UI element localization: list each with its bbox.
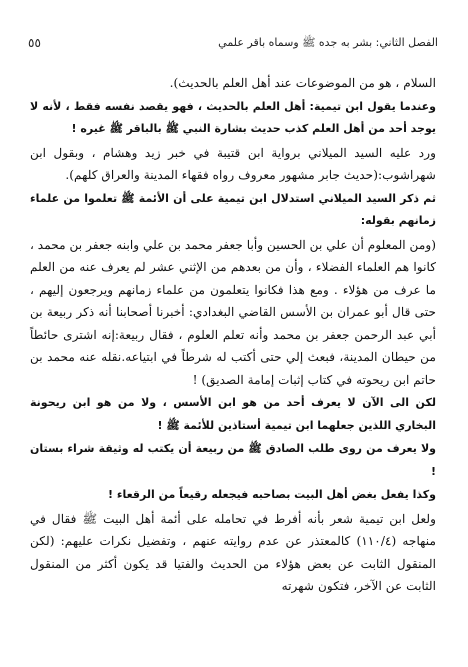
paragraph-1: السلام ، هو من الموضوعات عند أهل العلم بالحديث). xyxy=(169,76,436,90)
paragraph-9: ولعل ابن تيمية شعر بأنه أفرط في تحامله على أئمة أهل البيت ﷺ فقال في منهاجه (١١٠/٤) كالمعتذر عن عدم روايته عنهم ، وتفضيل نكرات عليهم: (لكن المنقول الثابت عن بعض هؤلاء من الحديث والفتيا قد يكون أكثر من المنقول الثابت عن الآخر، فتكون شهرته xyxy=(30,511,437,593)
paragraph-6: لكن الى الآن لا يعرف أحد من هو ابن الأسس ، ولا من هو ابن ريحونة البخاري اللذين جعلهما ابن تيمية أستاذين للأئمة ﷺ ! xyxy=(30,396,436,432)
page-body xyxy=(30,72,436,661)
running-header-title: الفصل الثاني: بشر به جده ﷺ وسماه باقر علمي xyxy=(218,36,438,49)
paragraph-4: ثم ذكر السيد الميلاني استدلال ابن تيمية على أن الأئمة ﷺ تعلموا من علماء زمانهم بقوله: xyxy=(30,191,436,227)
paragraph-7: ولا يعرف من روى طلب الصادق ﷺ من ربيعة أن يكتب له وثيقة شراء بستان ! xyxy=(30,442,436,478)
paragraph-5-quote: (ومن المعلوم أن علي بن الحسين وأبا جعفر محمد بن علي وابنه جعفر بن محمد ، كانوا هم العلماء الفضلاء ، وأن من بعدهم من الإثني عشر لم يعرف عنه من العلم ما عرف من هؤلاء . ومع هذا فكانوا يتعلمون من علماء زمانهم ويرجعون إليهم ، حتى قال أبو عمران بن الأسس القاضي البغدادي: أخبرنا أصحابنا أنه ذكر ربيعة بن أبي عبد الرحمن جعفر بن محمد وأنه تعلم العلوم ، فقال ربيعة:إنه اشترى حائطاً من حيطان المدينة، فبعث إلي حتى أكتب له شرطاً في ابتياعه.نقله عنه محمد بن حاتم ابن ريحوته في كتاب إثبات إمامة الصديق) ! xyxy=(30,237,436,387)
paragraph-3: ورد عليه السيد الميلاني برواية ابن قتيبة في خبر زيد وهشام ، وبقول ابن شهراشوب:(حديث جابر مشهور معروف رواه فقهاء المدينة والعراق كلهم). xyxy=(30,145,436,182)
page-number: ٥٥ xyxy=(28,36,41,50)
paragraph-8: وكذا يفعل بغض أهل البيت بصاحبه فيجعله رقيعاً من الرقعاء ! xyxy=(108,488,436,501)
paragraph-2: وعندما يقول ابن تيمية: أهل العلم بالحديث ، فهو يقصد نفسه فقط ، لأنه لا يوجد أحد من أهل العلم كذب حديث بشارة النبي ﷺ بالباقر ﷺ غيره ! xyxy=(30,99,436,135)
page-header xyxy=(28,36,438,58)
